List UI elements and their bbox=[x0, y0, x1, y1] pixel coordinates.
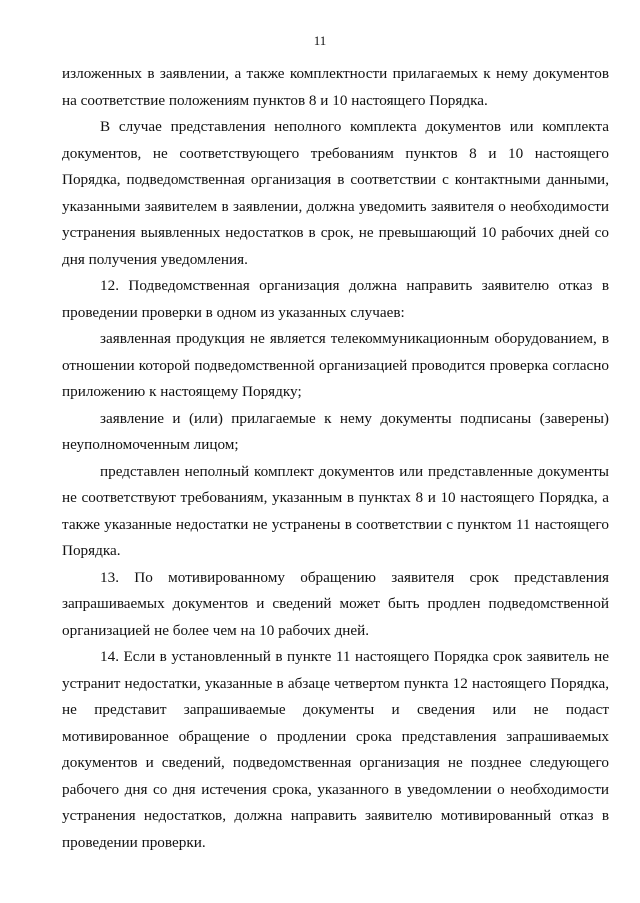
paragraph-clause-12-case-3: представлен неполный комплект документов или представленные документы не соответствуют требованиям, указанным в пунктах 8 и 10 настоящего Порядка, а также указанные недостатки не устранены в соответствии с пунктом 11 настоящего Порядка. bbox=[62, 462, 609, 559]
page-number: 11 bbox=[313, 33, 327, 48]
paragraph-incomplete-documents: В случае представления неполного комплекта документов или комплекта документов, не соответствующего требованиям пунктов 8 и 10 настоящего Порядка, подведомственная организация в соответствии с контактными данными, указанными заявителем в заявлении, должна уведомить заявителя о необходимости устранения выявленных недостатков в срок, не превышающий 10 рабочих дней со дня получения уведомления. bbox=[62, 118, 609, 268]
paragraph-clause-12-case-2: заявление и (или) прилагаемые к нему документы подписаны (заверены) неуполномоченным лицом; bbox=[62, 409, 609, 453]
paragraph-clause-14: 14. Если в установленный в пункте 11 настоящего Порядка срок заявитель не устранит недостатки, указанные в абзаце четвертом пункта 12 настоящего Порядка, не представит запрашиваемые документы и сведения или не подаст мотивированное обращение о продлении срока представления запрашиваемых документов и сведений, подведомственная организация не позднее следующего рабочего дня со дня истечения срока, указанного в уведомлении о необходимости устранения недостатков, должна направить заявителю мотивированный отказ в проведении проверки. bbox=[62, 648, 609, 851]
paragraph-clause-12: 12. Подведомственная организация должна направить заявителю отказ в проведении проверки в одном из указанных случаев: bbox=[62, 277, 609, 321]
paragraph-clause-12-case-1: заявленная продукция не является телекоммуникационным оборудованием, в отношении которой подведомственной организацией проводится проверка согласно приложению к настоящему Порядку; bbox=[62, 330, 609, 400]
document-body bbox=[62, 61, 609, 856]
paragraph-continuation: изложенных в заявлении, а также комплектности прилагаемых к нему документов на соответствие положениям пунктов 8 и 10 настоящего Порядка. bbox=[62, 65, 609, 109]
paragraph-clause-13: 13. По мотивированному обращению заявителя срок представления запрашиваемых документов и сведений может быть продлен подведомственной организацией не более чем на 10 рабочих дней. bbox=[62, 568, 609, 639]
